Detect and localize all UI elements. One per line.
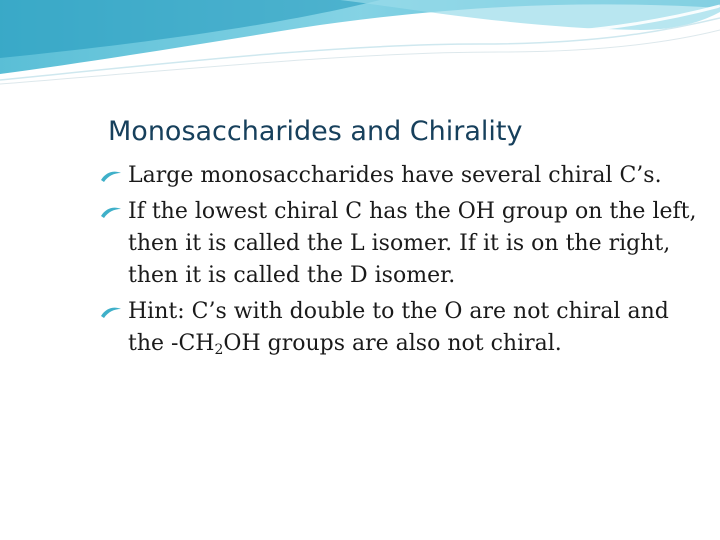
bullet-item — [100, 296, 710, 360]
slide-title: Monosaccharides and Chirality — [108, 116, 523, 147]
bullet-text-post: OH groups are also not chiral. — [223, 331, 562, 356]
bullet-list — [100, 160, 710, 364]
bullet-text-pre: Hint: C’s with double to the O are not chiral and the -CH — [128, 299, 669, 356]
bullet-text: If the lowest chiral C has the OH group on the left, then it is called the L isomer. If it is on the right, then it is called the D isomer. — [128, 199, 697, 288]
subscript-2: 2 — [214, 342, 224, 358]
swoosh-bullet-icon — [100, 205, 122, 219]
header-wave-decoration — [0, 0, 720, 90]
bullet-item — [100, 160, 710, 192]
swoosh-bullet-icon — [100, 169, 122, 183]
swoosh-bullet-icon — [100, 305, 122, 319]
bullet-item — [100, 196, 710, 292]
bullet-text: Large monosaccharides have several chiral C’s. — [128, 163, 662, 188]
